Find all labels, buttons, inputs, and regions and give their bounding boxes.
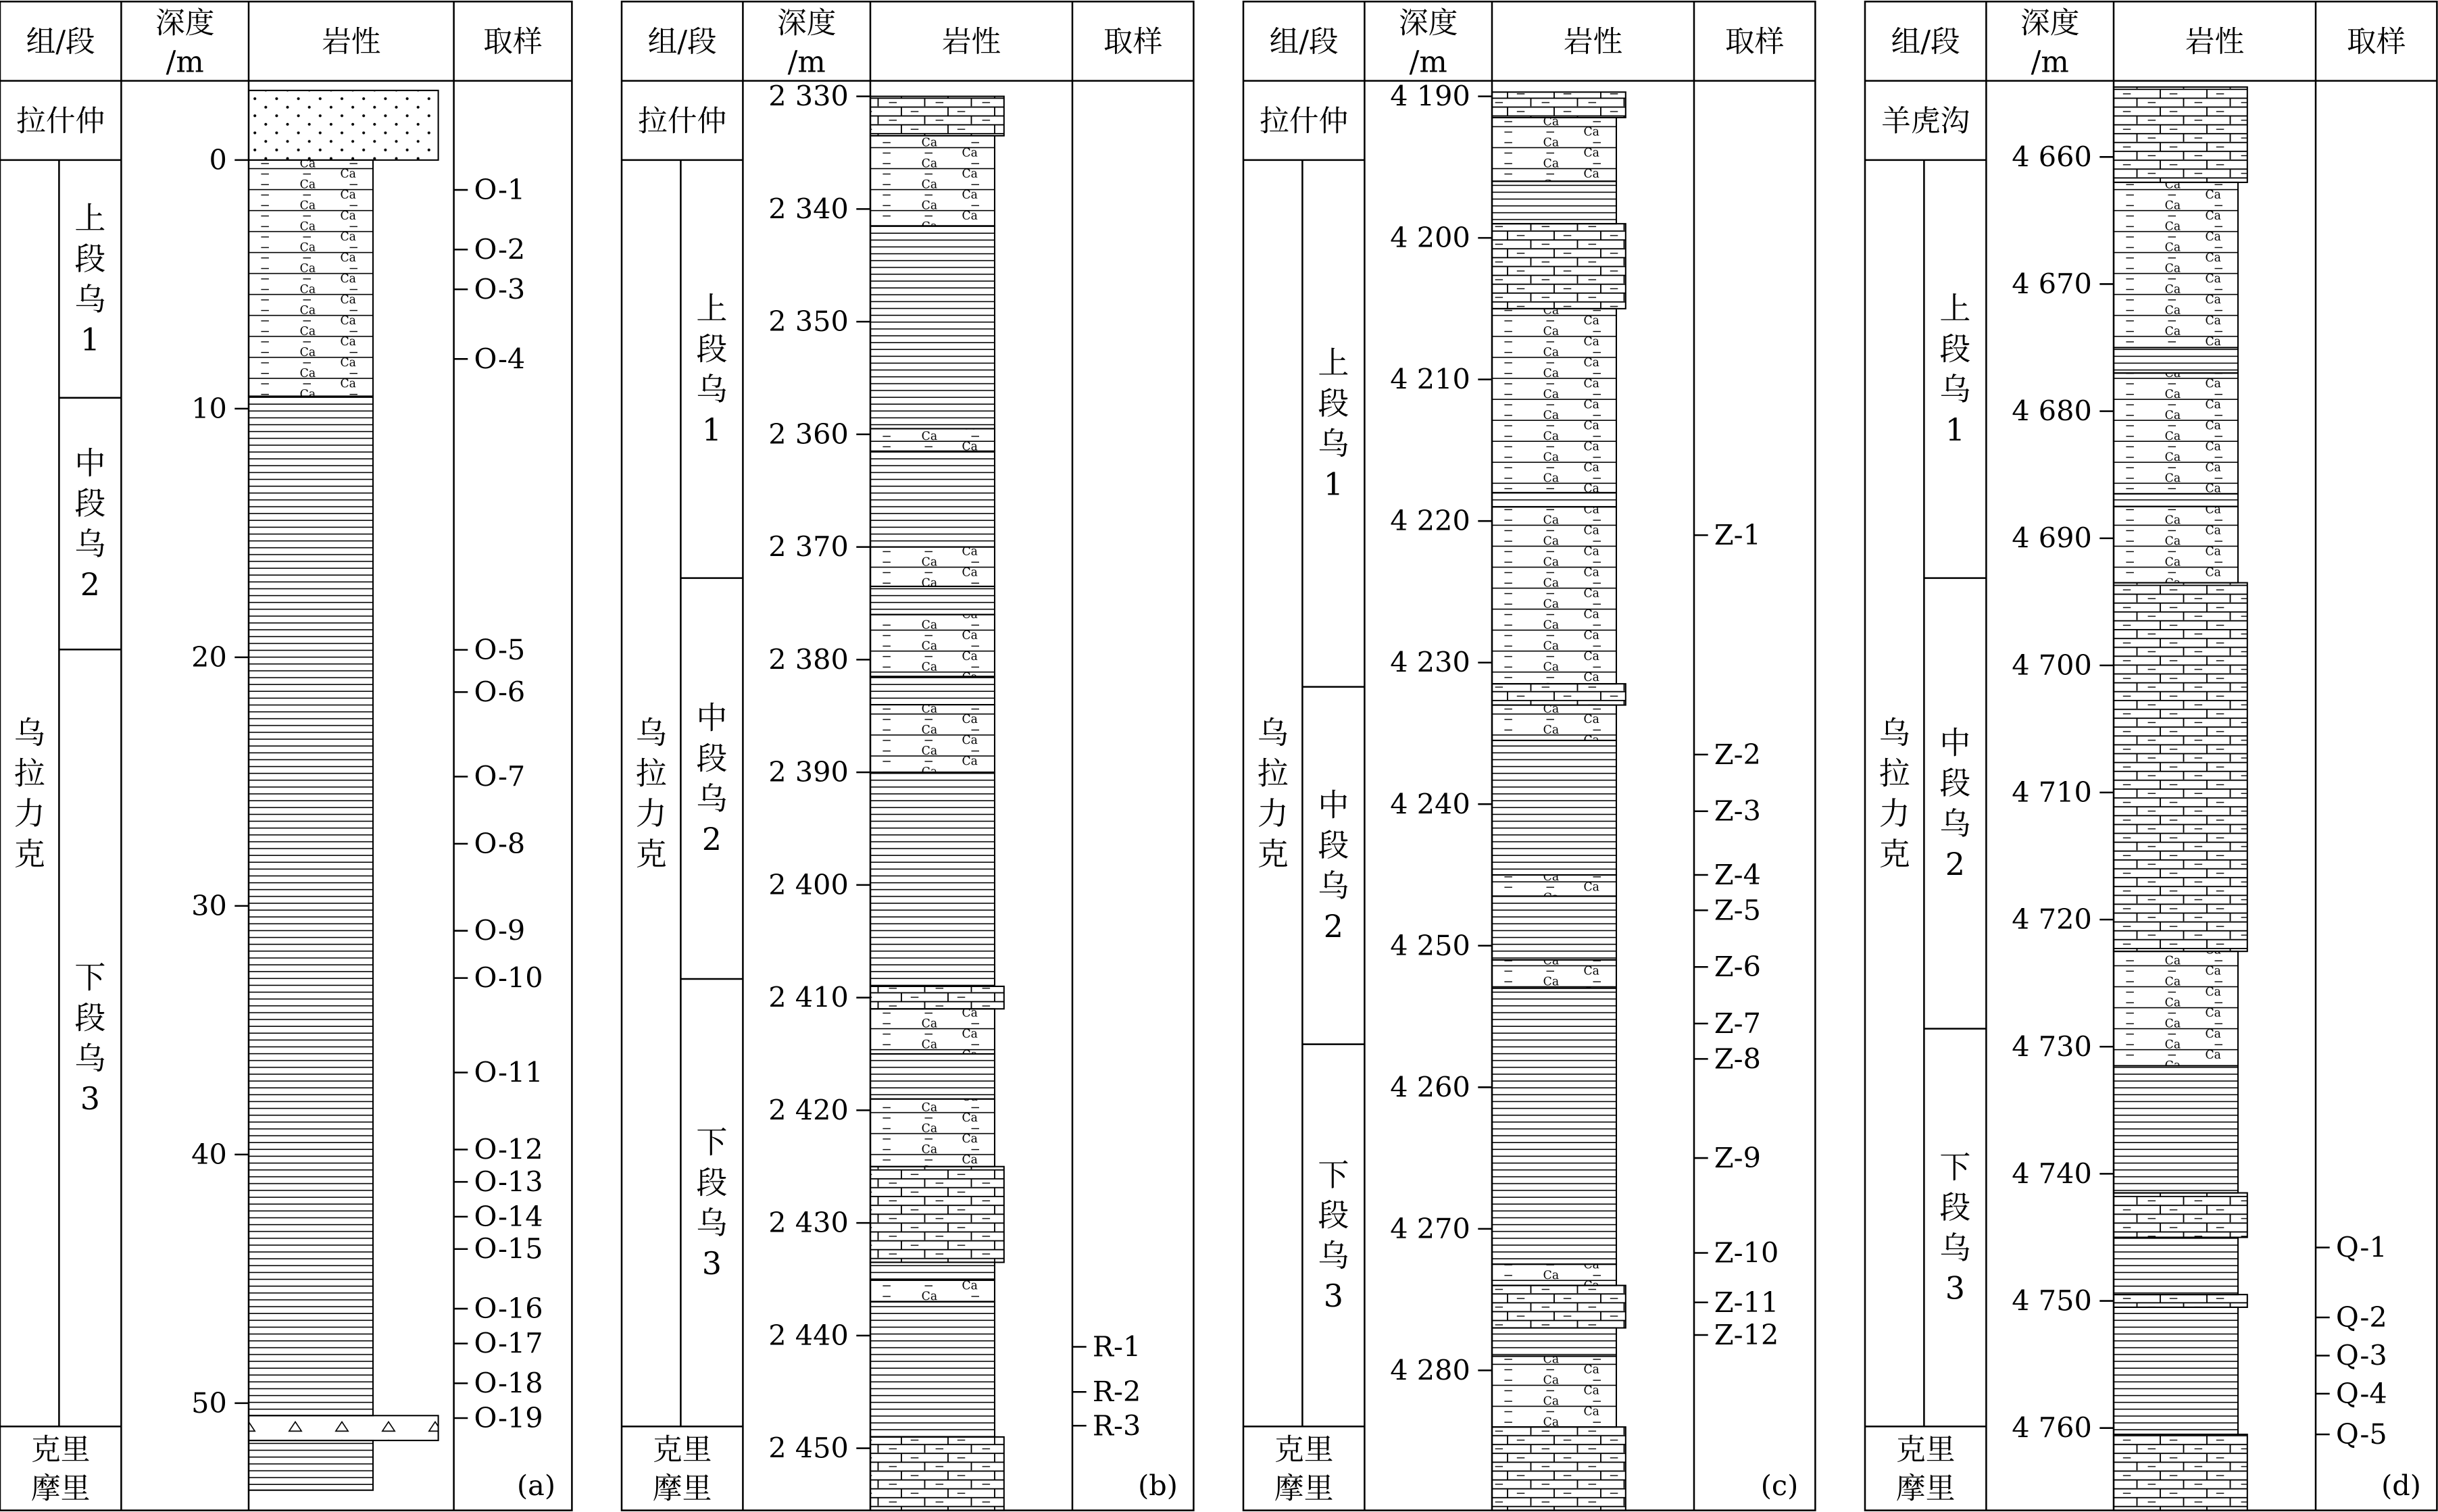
sample-label: Z-3 xyxy=(1714,795,1761,828)
lith-block-lime xyxy=(1492,684,1626,705)
lith-block-lime xyxy=(870,986,1004,1009)
sample-label: Q-3 xyxy=(2335,1339,2387,1372)
bottom-formation-label: 摩里 xyxy=(653,1471,712,1506)
depth-tick-label: 4 200 xyxy=(1390,222,1470,255)
member-label-1-char: 乌 xyxy=(696,371,728,408)
sample-label: Q-1 xyxy=(2335,1231,2387,1264)
header-sample: 取样 xyxy=(2347,24,2406,59)
formation-label-char: 拉 xyxy=(1257,755,1289,792)
depth-tick-label: 20 xyxy=(191,640,227,674)
sample-label: O-19 xyxy=(474,1401,543,1434)
depth-tick-label: 2 390 xyxy=(768,756,849,789)
depth-tick-label: 4 670 xyxy=(2012,268,2092,301)
member-label-2-char: 段 xyxy=(1318,827,1349,864)
lith-block-calc xyxy=(870,547,995,586)
depth-tick-label: 4 730 xyxy=(2012,1030,2092,1063)
depth-tick-label: 4 710 xyxy=(2012,776,2092,809)
depth-tick-label: 4 250 xyxy=(1390,929,1470,962)
depth-tick-label: 2 430 xyxy=(768,1207,849,1240)
header-sample: 取样 xyxy=(483,24,543,59)
lith-block-calc xyxy=(870,1099,995,1167)
member-label-1-char: 段 xyxy=(1939,330,1971,368)
depth-tick-label: 2 450 xyxy=(768,1432,849,1465)
member-label-3-char: 下 xyxy=(1318,1156,1349,1193)
member-label-2-char: 中 xyxy=(696,699,728,736)
depth-tick-label: 2 350 xyxy=(768,305,849,338)
lith-block-calc xyxy=(870,1009,995,1054)
header-sample: 取样 xyxy=(1103,24,1163,59)
member-label-2-char: 中 xyxy=(1939,724,1971,761)
lith-block-lime xyxy=(1492,1286,1626,1328)
lith-block-lime xyxy=(870,97,1004,136)
member-label-1 xyxy=(74,200,105,357)
formation-label-char: 力 xyxy=(635,795,667,832)
column-panel-2 xyxy=(622,1,1193,1510)
sample-label: O-2 xyxy=(474,233,526,266)
depth-tick-label: 30 xyxy=(191,889,227,922)
header-depth-unit: /m xyxy=(166,45,204,80)
depth-axis xyxy=(2012,141,2114,1444)
sample-label: O-11 xyxy=(474,1056,543,1089)
depth-tick-label: 2 410 xyxy=(768,981,849,1014)
sample-label: Z-7 xyxy=(1714,1007,1761,1040)
header-unit: 组/段 xyxy=(1269,24,1339,59)
member-label-3-char: 3 xyxy=(80,1080,101,1117)
figure-root xyxy=(0,1,2437,1510)
lith-block-shale xyxy=(870,772,995,986)
panel-label: (d) xyxy=(2381,1469,2421,1502)
sample-label: R-1 xyxy=(1092,1330,1141,1363)
lith-block-shale xyxy=(1492,988,1616,1265)
header-depth: 深度 xyxy=(1399,6,1458,41)
lith-block-lime xyxy=(2114,1434,2247,1510)
lith-block-shale xyxy=(2114,1307,2238,1434)
header-unit: 组/段 xyxy=(647,24,717,59)
column-panel-3 xyxy=(1243,1,1815,1510)
sample-label: O-10 xyxy=(474,961,543,994)
depth-tick-label: 10 xyxy=(191,392,227,425)
bottom-formation-label: 摩里 xyxy=(1274,1471,1334,1506)
formation-label-char: 力 xyxy=(14,795,45,832)
depth-tick-label: 4 720 xyxy=(2012,903,2092,936)
lith-block-shale xyxy=(2114,1237,2238,1294)
header-depth-unit: /m xyxy=(787,45,826,80)
lithology-column xyxy=(2114,87,2247,1511)
depth-axis xyxy=(768,80,870,1465)
lith-block-calc xyxy=(870,705,995,772)
sample-label: Z-11 xyxy=(1714,1286,1779,1319)
lith-block-shale xyxy=(870,451,995,547)
header-depth-unit: /m xyxy=(2031,45,2069,80)
panel-label: (c) xyxy=(1760,1469,1799,1502)
panel-label: (a) xyxy=(517,1469,555,1502)
formation-label xyxy=(636,714,667,872)
lithology-column xyxy=(249,91,439,1490)
member-label-3-char: 乌 xyxy=(1939,1229,1971,1266)
member-label-2-char: 乌 xyxy=(696,780,728,817)
lith-block-lime xyxy=(2114,1294,2247,1307)
depth-tick-label: 2 370 xyxy=(768,530,849,563)
sample-label: O-15 xyxy=(474,1232,543,1265)
sample-label: O-4 xyxy=(474,343,526,376)
sample-label: Z-5 xyxy=(1714,894,1761,927)
sample-label: Q-4 xyxy=(2335,1377,2387,1410)
lith-block-lime xyxy=(1492,224,1626,309)
lith-block-lime xyxy=(2114,583,2247,952)
member-label-2-char: 段 xyxy=(1939,765,1971,802)
depth-tick-label: 50 xyxy=(191,1386,227,1419)
lith-block-calc xyxy=(870,615,995,677)
sample-label: O-5 xyxy=(474,633,526,666)
depth-axis xyxy=(1390,80,1492,1387)
member-label-3 xyxy=(1939,1149,1970,1306)
lith-block-shale xyxy=(2114,1066,2238,1193)
lith-block-calc xyxy=(1492,875,1616,896)
depth-tick-label: 4 750 xyxy=(2012,1284,2092,1317)
lith-block-shale xyxy=(870,1262,995,1279)
depth-tick-label: 4 690 xyxy=(2012,522,2092,555)
sample-label: O-18 xyxy=(474,1367,543,1400)
lith-block-calc xyxy=(1492,1356,1616,1427)
header-unit: 组/段 xyxy=(26,24,95,59)
member-label-1-char: 上 xyxy=(1939,290,1971,327)
sample-label: O-6 xyxy=(474,676,526,709)
member-label-2 xyxy=(696,700,727,857)
lith-block-calc xyxy=(2114,182,2238,348)
top-formation-label: 拉什仲 xyxy=(1260,103,1349,138)
depth-axis xyxy=(191,144,249,1419)
lith-block-lime xyxy=(2114,87,2247,182)
column-panel-4 xyxy=(1865,1,2437,1510)
lith-block-calc xyxy=(1492,1264,1616,1285)
lith-block-calc xyxy=(870,136,995,226)
formation-label-char: 克 xyxy=(635,835,667,872)
sample-label: Z-6 xyxy=(1714,951,1761,984)
header-lithology: 岩性 xyxy=(2185,24,2245,59)
formation-label-char: 乌 xyxy=(1879,714,1910,751)
depth-tick-label: 4 260 xyxy=(1390,1071,1470,1104)
member-label-2-char: 中 xyxy=(1318,786,1349,824)
member-label-3-char: 乌 xyxy=(696,1205,728,1242)
lith-block-calc xyxy=(249,160,373,397)
lith-block-calc xyxy=(2114,951,2238,1065)
sample-label: Z-8 xyxy=(1714,1042,1761,1076)
depth-tick-label: 4 270 xyxy=(1390,1212,1470,1245)
sample-label: O-17 xyxy=(474,1327,543,1360)
lith-block-calc xyxy=(2114,507,2238,583)
lithology-column xyxy=(870,97,1004,1511)
bottom-formation-label: 摩里 xyxy=(31,1471,91,1506)
depth-tick-label: 2 440 xyxy=(768,1319,849,1352)
member-label-2-char: 2 xyxy=(1945,845,1966,882)
bottom-formation-label: 克里 xyxy=(31,1432,91,1467)
member-label-2-char: 段 xyxy=(74,485,106,522)
top-formation-label: 拉什仲 xyxy=(16,103,105,138)
sample-markers xyxy=(1072,1331,1141,1442)
member-label-1-char: 段 xyxy=(74,240,106,277)
header-depth: 深度 xyxy=(777,6,837,41)
lith-block-calc xyxy=(1492,960,1616,988)
top-formation-label: 拉什仲 xyxy=(638,103,727,138)
member-label-3 xyxy=(696,1124,727,1282)
bottom-formation-label: 克里 xyxy=(1274,1432,1334,1467)
lith-block-calc xyxy=(1492,309,1616,493)
depth-tick-label: 4 700 xyxy=(2012,649,2092,682)
sample-label: O-9 xyxy=(474,914,526,947)
member-label-2-char: 乌 xyxy=(1318,867,1349,904)
lith-block-calc xyxy=(1492,507,1616,684)
bottom-formation-label: 克里 xyxy=(653,1432,712,1467)
sample-label: O-7 xyxy=(474,760,526,793)
member-label-3-char: 段 xyxy=(74,999,106,1036)
member-label-2-char: 2 xyxy=(80,565,101,603)
formation-label xyxy=(14,714,45,872)
depth-tick-label: 4 230 xyxy=(1390,646,1470,679)
formation-label-char: 乌 xyxy=(14,714,45,751)
member-label-1 xyxy=(1318,345,1349,502)
depth-tick-label: 2 340 xyxy=(768,193,849,226)
lith-block-shale xyxy=(870,1302,995,1437)
lith-block-calc xyxy=(1492,705,1616,740)
panel-label: (b) xyxy=(1138,1469,1178,1502)
sample-markers xyxy=(1694,519,1778,1351)
lith-block-shale xyxy=(249,397,373,1416)
member-label-1-char: 乌 xyxy=(74,280,106,318)
header-lithology: 岩性 xyxy=(322,24,381,59)
lith-block-shale xyxy=(870,676,995,705)
lith-block-shale xyxy=(249,1440,373,1490)
member-label-2-char: 2 xyxy=(1323,907,1344,944)
member-label-2-char: 中 xyxy=(74,445,106,482)
member-label-1 xyxy=(1939,291,1970,448)
sample-label: Z-4 xyxy=(1714,859,1761,892)
member-label-1-char: 1 xyxy=(80,321,101,358)
depth-tick-label: 4 760 xyxy=(2012,1411,2092,1444)
lith-block-shale xyxy=(2114,348,2238,374)
member-label-1-char: 段 xyxy=(1318,384,1349,422)
member-label-3-char: 乌 xyxy=(74,1040,106,1077)
member-label-3-char: 下 xyxy=(74,959,106,996)
top-formation-label: 羊虎沟 xyxy=(1881,103,1970,138)
bottom-formation-label: 摩里 xyxy=(1896,1471,1956,1506)
member-label-3 xyxy=(74,959,105,1117)
member-label-1-char: 乌 xyxy=(1318,425,1349,462)
formation-label-char: 拉 xyxy=(14,755,45,792)
member-label-1-char: 1 xyxy=(1945,411,1966,448)
sample-label: Z-2 xyxy=(1714,738,1761,771)
column-headers xyxy=(26,6,543,80)
member-label-3-char: 下 xyxy=(1939,1149,1971,1186)
column-headers xyxy=(1891,6,2406,80)
member-label-1-char: 1 xyxy=(1323,465,1344,503)
lith-block-breccia xyxy=(249,1415,439,1440)
member-label-2 xyxy=(74,445,105,602)
depth-tick-label: 4 680 xyxy=(2012,395,2092,428)
lith-block-shale xyxy=(1492,1328,1616,1357)
lith-block-shale xyxy=(1492,493,1616,507)
formation-label-char: 克 xyxy=(1257,835,1289,872)
column-headers xyxy=(1270,6,1785,80)
formation-label xyxy=(1879,714,1910,872)
depth-tick-label: 2 420 xyxy=(768,1094,849,1127)
formation-label-char: 克 xyxy=(1879,835,1910,872)
depth-tick-label: 40 xyxy=(191,1138,227,1171)
lith-block-sand xyxy=(249,91,439,160)
member-label-1-char: 1 xyxy=(701,411,722,448)
formation-label-char: 力 xyxy=(1879,795,1910,832)
lith-block-calc xyxy=(870,429,995,451)
header-unit: 组/段 xyxy=(1891,24,1960,59)
sample-label: R-3 xyxy=(1092,1409,1141,1442)
lith-block-shale xyxy=(870,226,995,428)
formation-label xyxy=(1258,714,1289,872)
member-label-2-char: 段 xyxy=(696,740,728,777)
member-label-2-char: 乌 xyxy=(74,526,106,562)
sample-label: Z-1 xyxy=(1714,519,1761,552)
member-label-3-char: 下 xyxy=(696,1124,728,1161)
lithology-column xyxy=(1492,92,1626,1510)
formation-label-char: 乌 xyxy=(1257,714,1289,751)
member-label-3-char: 3 xyxy=(1945,1269,1966,1307)
lith-block-calc xyxy=(870,1279,995,1301)
depth-tick-label: 4 740 xyxy=(2012,1157,2092,1190)
bottom-formation-label: 克里 xyxy=(1896,1432,1956,1467)
sample-label: O-13 xyxy=(474,1165,543,1199)
depth-tick-label: 4 220 xyxy=(1390,505,1470,538)
header-lithology: 岩性 xyxy=(941,24,1001,59)
formation-label-char: 力 xyxy=(1257,795,1289,832)
lith-block-shale xyxy=(2114,494,2238,507)
member-label-1-char: 段 xyxy=(696,330,728,368)
depth-tick-label: 0 xyxy=(209,143,227,176)
sample-label: O-3 xyxy=(474,273,526,306)
member-label-2-char: 乌 xyxy=(1939,805,1971,842)
depth-tick-label: 4 190 xyxy=(1390,80,1470,113)
column-headers xyxy=(648,6,1163,80)
depth-tick-label: 2 330 xyxy=(768,80,849,113)
depth-tick-label: 4 240 xyxy=(1390,788,1470,821)
member-label-3-char: 段 xyxy=(1318,1196,1349,1234)
sample-label: O-12 xyxy=(474,1133,543,1166)
member-label-3-char: 段 xyxy=(1939,1189,1971,1226)
member-label-1-char: 上 xyxy=(74,200,106,237)
lith-block-lime xyxy=(1492,1427,1626,1510)
sample-label: O-1 xyxy=(474,174,526,207)
sample-markers xyxy=(2316,1232,2387,1451)
header-depth: 深度 xyxy=(2020,6,2080,41)
member-label-2 xyxy=(1318,786,1349,944)
formation-label-char: 乌 xyxy=(635,714,667,751)
lith-block-lime xyxy=(870,1437,1004,1511)
sample-label: Z-9 xyxy=(1714,1142,1761,1175)
member-label-2-char: 2 xyxy=(701,821,722,857)
sample-label: Z-12 xyxy=(1714,1318,1779,1351)
sample-markers xyxy=(454,174,543,1434)
lith-block-calc xyxy=(1492,118,1616,181)
sample-label: O-14 xyxy=(474,1200,543,1233)
lith-block-shale xyxy=(870,586,995,615)
member-label-3-char: 3 xyxy=(701,1244,722,1282)
lith-block-lime xyxy=(2114,1193,2247,1238)
header-depth: 深度 xyxy=(155,6,215,41)
member-label-3 xyxy=(1318,1157,1349,1314)
formation-label-char: 拉 xyxy=(635,755,667,792)
sample-label: O-8 xyxy=(474,827,526,860)
member-label-3-char: 3 xyxy=(1323,1278,1344,1315)
lith-block-shale xyxy=(1492,740,1616,875)
column-panel-1 xyxy=(0,1,572,1510)
lith-block-calc xyxy=(2114,373,2238,494)
sample-label: R-2 xyxy=(1092,1376,1141,1409)
depth-tick-label: 4 660 xyxy=(2012,141,2092,174)
member-label-3-char: 段 xyxy=(696,1164,728,1201)
depth-tick-label: 2 360 xyxy=(768,418,849,451)
formation-label-char: 拉 xyxy=(1879,755,1910,792)
header-depth-unit: /m xyxy=(1409,45,1447,80)
member-label-1-char: 上 xyxy=(1318,345,1349,382)
lith-block-shale xyxy=(1492,896,1616,959)
sample-label: Q-5 xyxy=(2335,1418,2387,1451)
header-sample: 取样 xyxy=(1725,24,1785,59)
sample-label: Q-2 xyxy=(2335,1301,2387,1334)
depth-tick-label: 2 380 xyxy=(768,643,849,676)
member-label-3-char: 乌 xyxy=(1318,1237,1349,1274)
lith-block-lime xyxy=(1492,92,1626,118)
depth-tick-label: 4 280 xyxy=(1390,1354,1470,1387)
member-label-1-char: 上 xyxy=(696,290,728,327)
member-label-1-char: 乌 xyxy=(1939,371,1971,408)
lith-block-shale xyxy=(1492,181,1616,224)
lith-block-lime xyxy=(870,1167,1004,1263)
depth-tick-label: 4 210 xyxy=(1390,363,1470,396)
header-lithology: 岩性 xyxy=(1563,24,1623,59)
member-label-2 xyxy=(1939,724,1970,882)
sample-label: O-16 xyxy=(474,1292,543,1326)
depth-tick-label: 2 400 xyxy=(768,868,849,901)
lith-block-shale xyxy=(870,1054,995,1099)
member-label-1 xyxy=(696,291,727,448)
formation-label-char: 克 xyxy=(14,835,45,872)
sample-label: Z-10 xyxy=(1714,1236,1779,1269)
